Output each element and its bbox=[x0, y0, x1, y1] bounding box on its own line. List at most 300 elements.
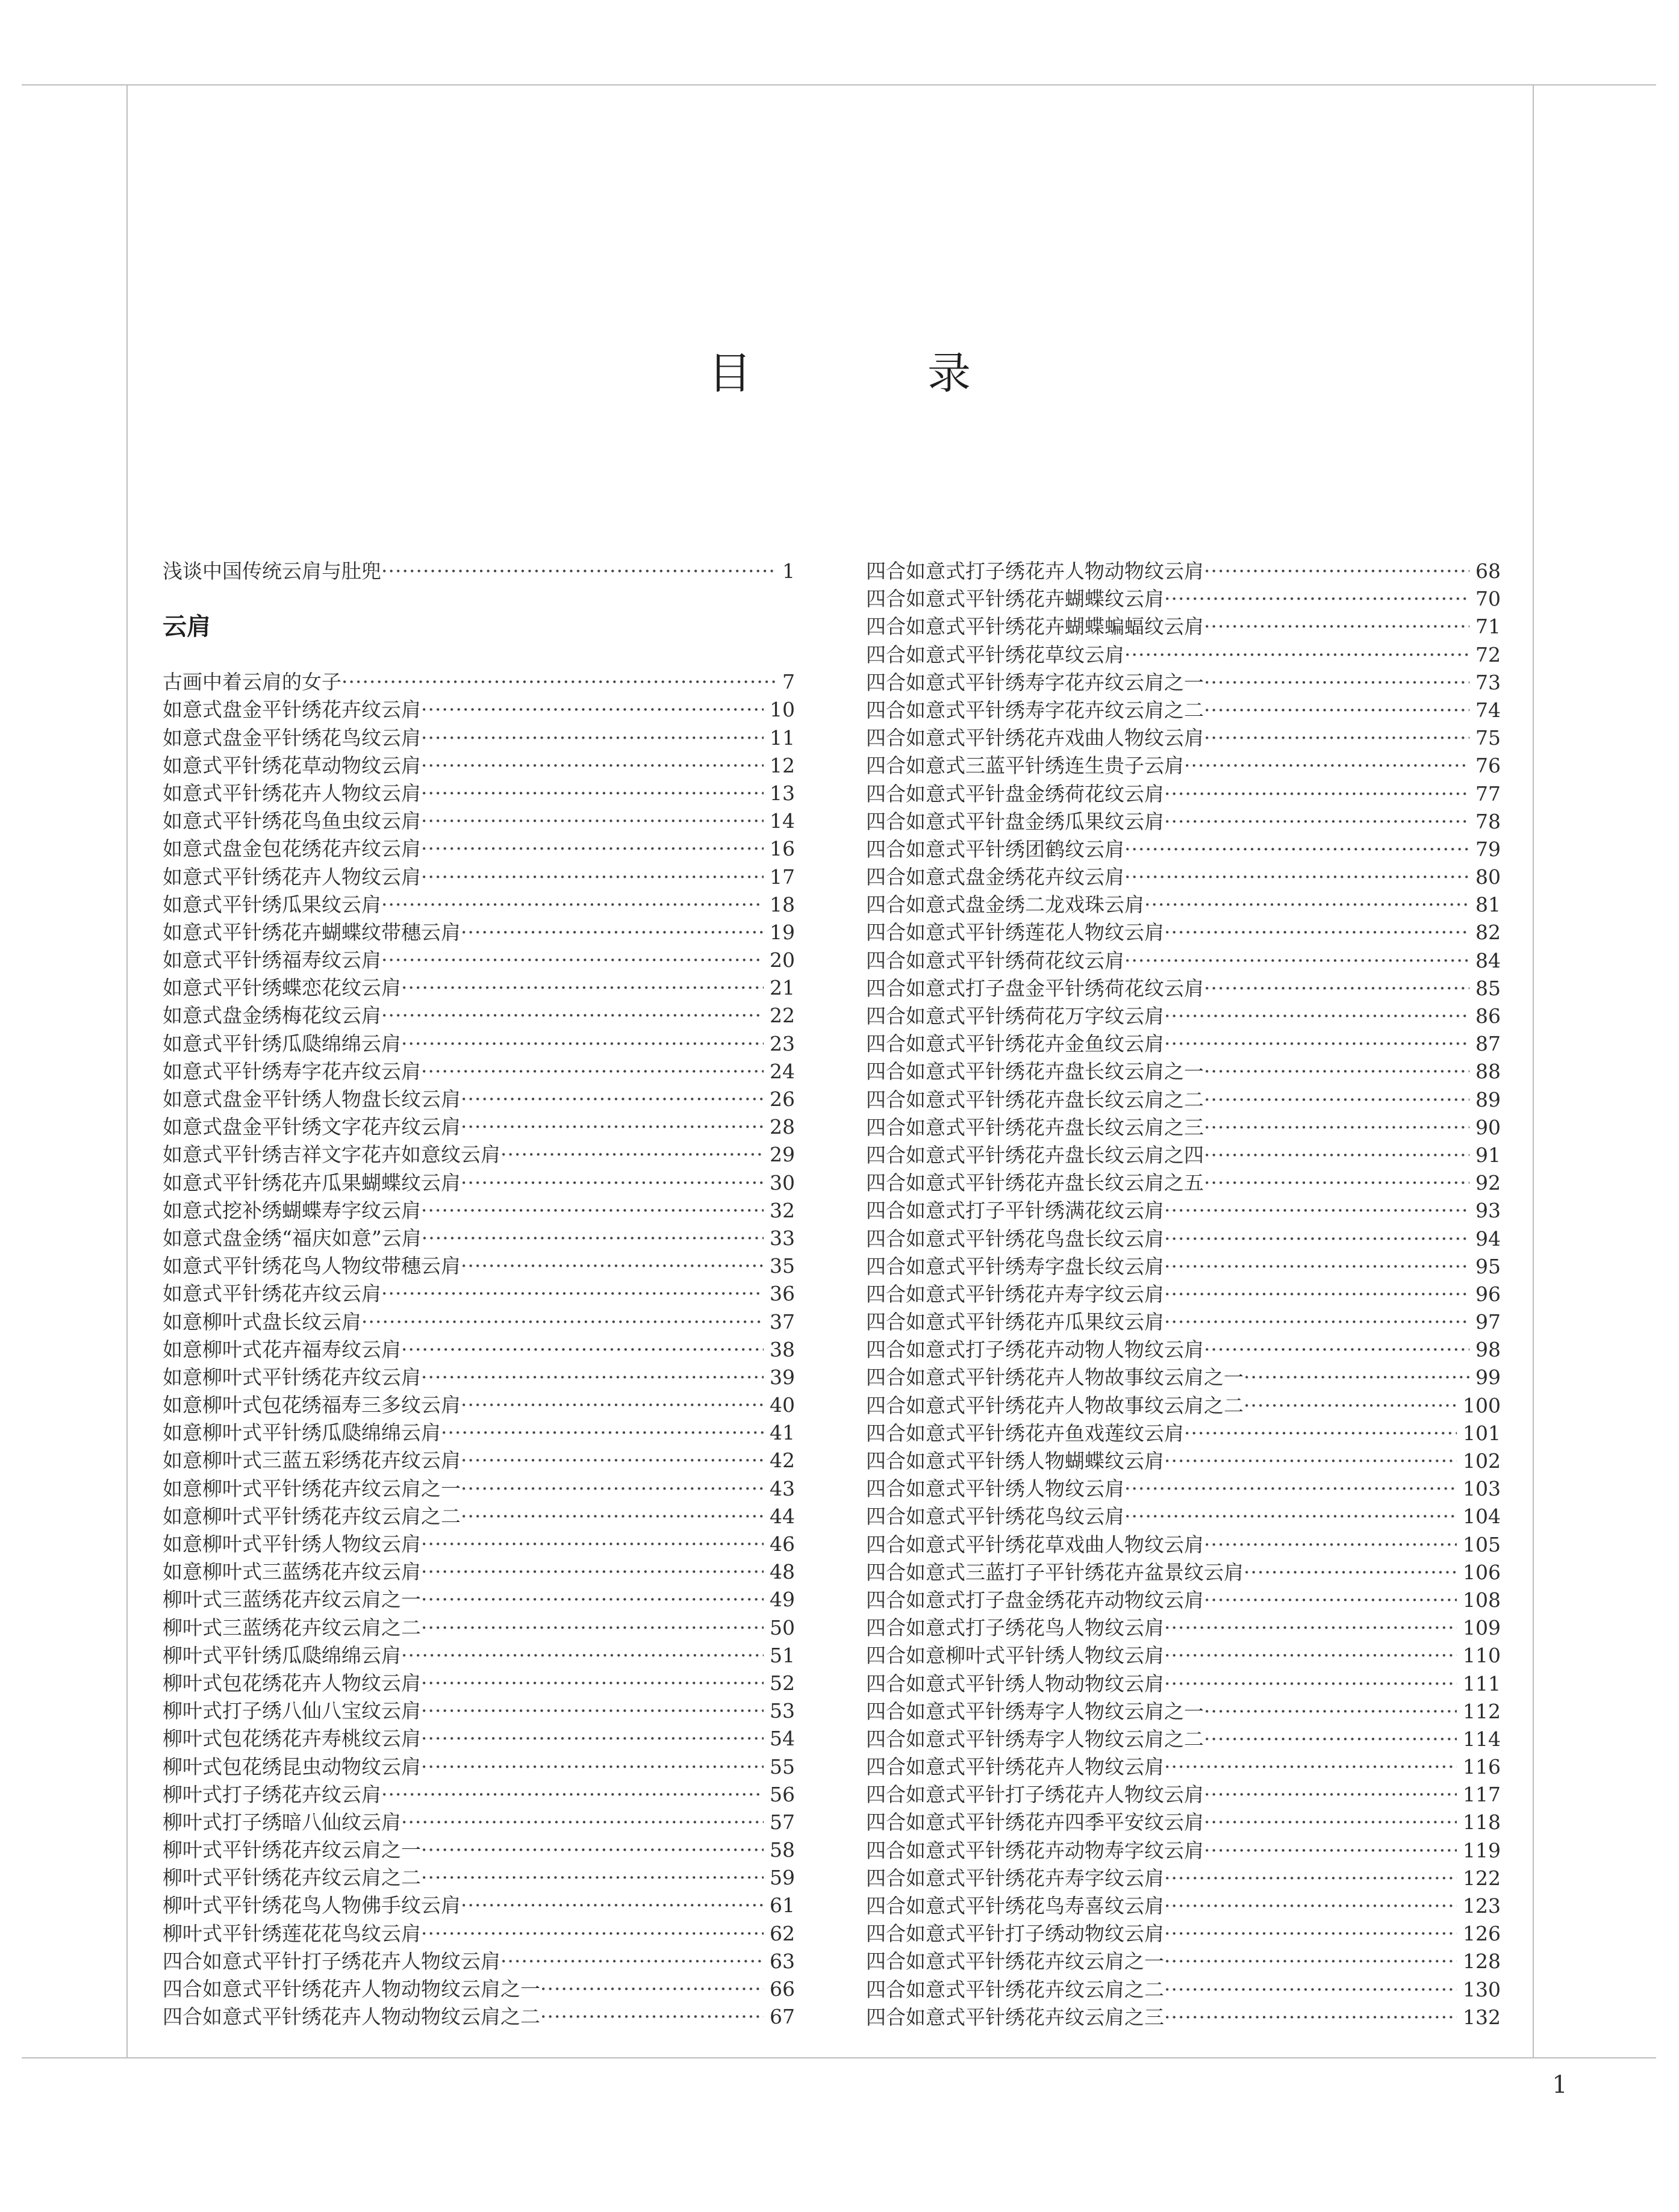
toc-entry-label: 四合如意式平针绣花卉纹云肩之一 bbox=[866, 1949, 1164, 1974]
toc-entry[interactable] bbox=[163, 780, 795, 807]
toc-entry[interactable] bbox=[163, 1697, 795, 1725]
toc-entry[interactable] bbox=[163, 1364, 795, 1391]
toc-entry[interactable] bbox=[163, 974, 795, 1002]
toc-entry[interactable] bbox=[866, 1586, 1501, 1614]
toc-entry[interactable] bbox=[866, 1475, 1501, 1503]
toc-entry-page: 98 bbox=[1475, 1338, 1501, 1362]
toc-entry-label: 四合如意式平针绣花鸟寿喜纹云肩 bbox=[866, 1894, 1164, 1918]
toc-entry[interactable] bbox=[866, 1531, 1501, 1559]
dot-leader bbox=[1164, 808, 1469, 836]
toc-entry-label: 如意式盘金绣梅花纹云肩 bbox=[163, 1004, 381, 1028]
toc-entry-label: 如意式平针绣寿字花卉纹云肩 bbox=[163, 1059, 421, 1083]
toc-entry-label: 四合如意式平针绣花草戏曲人物纹云肩 bbox=[866, 1532, 1204, 1556]
toc-entry-page: 114 bbox=[1463, 1727, 1501, 1751]
toc-entry[interactable] bbox=[163, 1920, 795, 1948]
toc-entry[interactable] bbox=[866, 1142, 1501, 1169]
toc-entry[interactable] bbox=[866, 836, 1501, 863]
toc-entry-page: 123 bbox=[1463, 1894, 1501, 1918]
toc-entry[interactable] bbox=[866, 919, 1501, 946]
toc-entry-label: 四合如意式平针绣花卉寿字纹云肩 bbox=[866, 1282, 1164, 1306]
toc-entry[interactable] bbox=[866, 780, 1501, 808]
toc-entry-page: 79 bbox=[1475, 837, 1501, 861]
toc-entry[interactable] bbox=[163, 1002, 795, 1030]
toc-entry[interactable] bbox=[163, 1753, 795, 1781]
toc-entry[interactable] bbox=[866, 1364, 1501, 1391]
toc-entry-label: 四合如意式三蓝打子平针绣花卉盆景纹云肩 bbox=[866, 1560, 1244, 1584]
toc-entry-label: 四合如意式打子绣花卉动物人物纹云肩 bbox=[866, 1338, 1204, 1362]
toc-entry[interactable] bbox=[866, 863, 1501, 891]
toc-entry-page: 71 bbox=[1475, 615, 1501, 639]
toc-entry[interactable] bbox=[866, 1420, 1501, 1447]
toc-entry-label: 四合如意式平针绣花卉蝴蝶蝙蝠纹云肩 bbox=[866, 615, 1204, 639]
toc-entry[interactable] bbox=[866, 1642, 1501, 1670]
dot-leader bbox=[421, 807, 764, 835]
dot-leader bbox=[421, 863, 764, 891]
toc-entry-page: 108 bbox=[1463, 1588, 1501, 1612]
toc-entry[interactable] bbox=[163, 1892, 795, 1919]
toc-entry-label: 四合如意式平针绣花鸟纹云肩 bbox=[866, 1505, 1124, 1529]
toc-entry[interactable] bbox=[866, 1503, 1501, 1530]
dot-leader bbox=[421, 724, 764, 752]
toc-entry-page: 81 bbox=[1475, 893, 1501, 917]
toc-entry[interactable] bbox=[163, 919, 795, 946]
dot-leader bbox=[421, 1558, 764, 1586]
toc-entry[interactable] bbox=[163, 668, 795, 696]
toc-entry[interactable] bbox=[866, 613, 1501, 641]
toc-entry[interactable] bbox=[163, 863, 795, 891]
toc-entry-page: 13 bbox=[770, 781, 795, 805]
toc-entry-label: 如意柳叶式包花绣福寿三多纹云肩 bbox=[163, 1393, 461, 1417]
toc-entry-label: 四合如意式平针打子绣花卉人物纹云肩 bbox=[163, 1949, 500, 1973]
toc-entry[interactable] bbox=[866, 1281, 1501, 1308]
toc-entry[interactable] bbox=[163, 724, 795, 752]
toc-entry[interactable] bbox=[163, 1225, 795, 1252]
toc-entry-label: 如意式盘金平针绣花鸟纹云肩 bbox=[163, 725, 421, 750]
toc-entry[interactable] bbox=[866, 752, 1501, 780]
dot-leader bbox=[421, 835, 764, 863]
toc-entry-label: 四合如意式平针绣人物动物纹云肩 bbox=[866, 1671, 1164, 1695]
toc-entry[interactable] bbox=[163, 1809, 795, 1836]
toc-entry-page: 84 bbox=[1475, 948, 1501, 972]
toc-entry-label: 如意式平针绣瓜瓞绵绵云肩 bbox=[163, 1031, 401, 1055]
dot-leader bbox=[1144, 891, 1469, 919]
toc-entry[interactable] bbox=[163, 1948, 795, 1975]
toc-entry-label: 四合如意式平针绣花卉人物纹云肩 bbox=[866, 1755, 1164, 1779]
toc-entry[interactable] bbox=[866, 1169, 1501, 1197]
toc-entry[interactable] bbox=[163, 1475, 795, 1503]
toc-entry-label: 如意式平针绣福寿纹云肩 bbox=[163, 948, 381, 972]
toc-entry[interactable] bbox=[866, 1114, 1501, 1142]
toc-entry[interactable] bbox=[866, 1920, 1501, 1948]
toc-entry-page: 104 bbox=[1463, 1505, 1501, 1529]
toc-entry-label: 四合如意式平针绣荷花万字纹云肩 bbox=[866, 1004, 1164, 1028]
dot-leader bbox=[1204, 1114, 1469, 1142]
toc-entry-label: 如意柳叶式平针绣花卉纹云肩之一 bbox=[163, 1476, 461, 1500]
toc-entry-page: 87 bbox=[1475, 1032, 1501, 1056]
toc-entry[interactable] bbox=[866, 1002, 1501, 1030]
toc-entry[interactable] bbox=[163, 1419, 795, 1447]
toc-entry[interactable] bbox=[163, 1391, 795, 1419]
toc-entry-page: 67 bbox=[770, 2005, 795, 2029]
dot-leader bbox=[1164, 1753, 1457, 1781]
dot-leader bbox=[1164, 1976, 1457, 2004]
toc-list-left bbox=[163, 668, 795, 2031]
toc-entry-page: 80 bbox=[1475, 865, 1501, 889]
toc-entry-label: 如意式平针绣花卉瓜果蝴蝶纹云肩 bbox=[163, 1170, 461, 1195]
dot-leader bbox=[1164, 1225, 1469, 1253]
toc-entry-page: 19 bbox=[770, 920, 795, 944]
dot-leader bbox=[1164, 1002, 1469, 1030]
dot-leader bbox=[1124, 863, 1469, 891]
toc-entry-label: 四合如意式平针绣花卉四季平安纹云肩 bbox=[866, 1810, 1204, 1835]
toc-entry-page: 111 bbox=[1463, 1671, 1501, 1695]
toc-entry-label: 四合如意柳叶式平针绣人物纹云肩 bbox=[866, 1644, 1164, 1668]
dot-leader bbox=[1164, 2004, 1457, 2031]
toc-entry-page: 50 bbox=[770, 1615, 795, 1639]
dot-leader bbox=[540, 1975, 764, 2003]
dot-leader bbox=[421, 1864, 764, 1892]
dot-leader bbox=[1204, 697, 1469, 724]
toc-entry[interactable] bbox=[866, 891, 1501, 919]
toc-entry-label: 四合如意式平针绣人物蝴蝶纹云肩 bbox=[866, 1449, 1164, 1473]
toc-entry-page: 78 bbox=[1475, 809, 1501, 833]
toc-entry-label: 如意柳叶式三蓝五彩绣花卉纹云肩 bbox=[163, 1449, 461, 1473]
toc-entry-page: 130 bbox=[1463, 1977, 1501, 2001]
toc-entry[interactable] bbox=[163, 1781, 795, 1809]
toc-entry-label: 柳叶式打子绣花卉纹云肩 bbox=[163, 1782, 381, 1806]
toc-entry[interactable] bbox=[866, 1781, 1501, 1809]
dot-leader bbox=[1204, 1781, 1457, 1809]
toc-entry[interactable] bbox=[163, 1530, 795, 1558]
toc-entry[interactable] bbox=[866, 1225, 1501, 1253]
dot-leader bbox=[441, 1419, 764, 1447]
toc-entry[interactable] bbox=[163, 1558, 795, 1586]
toc-entry-label: 如意式平针绣花卉蝴蝶纹带穗云肩 bbox=[163, 920, 461, 944]
toc-entry[interactable] bbox=[866, 1698, 1501, 1726]
toc-entry[interactable] bbox=[866, 1336, 1501, 1364]
dot-leader bbox=[421, 1836, 764, 1864]
toc-entry-page: 109 bbox=[1463, 1616, 1501, 1640]
toc-entry-label: 如意式盘金绣“福庆如意”云肩 bbox=[163, 1226, 422, 1250]
toc-entry-label: 四合如意式打子平针绣满花纹云肩 bbox=[866, 1199, 1164, 1223]
toc-entry-page: 106 bbox=[1463, 1560, 1501, 1584]
toc-entry-label: 柳叶式平针绣花卉纹云肩之二 bbox=[163, 1866, 421, 1890]
dot-leader bbox=[461, 1169, 764, 1197]
toc-entry-label: 四合如意式平针绣花卉盘长纹云肩之五 bbox=[866, 1171, 1204, 1195]
toc-entry[interactable] bbox=[866, 1308, 1501, 1336]
toc-entry-label: 四合如意式平针绣寿字花卉纹云肩之二 bbox=[866, 698, 1204, 722]
toc-entry-label: 如意式平针绣花卉人物纹云肩 bbox=[163, 865, 421, 889]
toc-entry-label: 四合如意式平针打子绣动物纹云肩 bbox=[866, 1922, 1164, 1946]
toc-entry[interactable] bbox=[163, 1086, 795, 1113]
toc-entry[interactable] bbox=[163, 1503, 795, 1530]
toc-entry-label: 浅谈中国传统云肩与肚兜 bbox=[163, 559, 381, 583]
toc-entry-label: 如意柳叶式平针绣人物纹云肩 bbox=[163, 1532, 421, 1556]
toc-entry-page: 128 bbox=[1463, 1949, 1501, 1974]
page-number: 1 bbox=[1552, 2071, 1568, 2099]
dot-leader bbox=[461, 1892, 764, 1919]
toc-entry-page: 53 bbox=[770, 1699, 795, 1723]
toc-entry-label: 古画中着云肩的女子 bbox=[163, 670, 341, 694]
toc-entry-page: 100 bbox=[1463, 1393, 1501, 1417]
toc-entry-page: 102 bbox=[1463, 1449, 1501, 1473]
toc-entry-label: 四合如意式平针绣莲花人物纹云肩 bbox=[866, 921, 1164, 945]
toc-entry[interactable] bbox=[866, 1058, 1501, 1086]
toc-entry[interactable] bbox=[163, 835, 795, 863]
toc-entry[interactable] bbox=[866, 1253, 1501, 1281]
toc-entry[interactable] bbox=[866, 585, 1501, 613]
toc-entry-intro[interactable] bbox=[163, 558, 795, 585]
toc-entry-page: 29 bbox=[770, 1143, 795, 1167]
toc-entry-page: 52 bbox=[770, 1671, 795, 1695]
toc-entry[interactable] bbox=[866, 808, 1501, 836]
toc-entry[interactable] bbox=[163, 696, 795, 724]
toc-entry[interactable] bbox=[866, 1865, 1501, 1892]
dot-leader bbox=[421, 1197, 764, 1225]
toc-entry[interactable] bbox=[866, 724, 1501, 752]
dot-leader bbox=[1204, 1586, 1457, 1614]
toc-entry-page: 59 bbox=[770, 1866, 795, 1890]
toc-entry[interactable] bbox=[163, 946, 795, 974]
dot-leader bbox=[1164, 1197, 1469, 1225]
toc-entry-label: 如意式平针绣花鸟人物纹带穗云肩 bbox=[163, 1254, 461, 1278]
toc-entry[interactable] bbox=[866, 697, 1501, 724]
toc-entry-page: 24 bbox=[770, 1059, 795, 1083]
toc-entry[interactable] bbox=[866, 1614, 1501, 1642]
toc-entry-page: 44 bbox=[770, 1504, 795, 1528]
dot-leader bbox=[461, 1503, 764, 1530]
toc-entry-label: 如意柳叶式盘长纹云肩 bbox=[163, 1309, 361, 1334]
dot-leader bbox=[1204, 1336, 1469, 1364]
dot-leader bbox=[1204, 1809, 1457, 1836]
toc-entry[interactable] bbox=[866, 947, 1501, 975]
toc-entry-label: 四合如意式三蓝平针绣连生贵子云肩 bbox=[866, 754, 1184, 778]
dot-leader bbox=[1184, 752, 1469, 780]
toc-entry-page: 63 bbox=[770, 1949, 795, 1973]
dot-leader bbox=[1124, 1475, 1457, 1503]
toc-entry-label: 如意柳叶式平针绣瓜瓞绵绵云肩 bbox=[163, 1421, 441, 1445]
toc-entry[interactable] bbox=[163, 1864, 795, 1892]
toc-entry[interactable] bbox=[866, 1809, 1501, 1836]
toc-entry-label: 四合如意式平针绣人物纹云肩 bbox=[866, 1477, 1124, 1501]
toc-list-right bbox=[866, 558, 1501, 2031]
toc-entry-page: 122 bbox=[1463, 1866, 1501, 1890]
toc-entry-page: 118 bbox=[1463, 1810, 1501, 1835]
toc-entry-page: 17 bbox=[770, 865, 795, 889]
toc-entry-label: 四合如意式打子绣花鸟人物纹云肩 bbox=[866, 1616, 1164, 1640]
toc-entry-page: 101 bbox=[1463, 1421, 1501, 1445]
dot-leader bbox=[1244, 1559, 1457, 1586]
toc-entry-page: 90 bbox=[1475, 1115, 1501, 1139]
dot-leader bbox=[1164, 1865, 1457, 1892]
dot-leader bbox=[401, 1642, 764, 1670]
toc-entry-page: 10 bbox=[770, 698, 795, 722]
toc-entry-page: 116 bbox=[1463, 1755, 1501, 1779]
toc-entry-label: 如意式平针绣花草动物纹云肩 bbox=[163, 753, 421, 777]
toc-entry[interactable] bbox=[866, 1197, 1501, 1225]
toc-entry[interactable] bbox=[866, 1559, 1501, 1586]
toc-entry-page: 57 bbox=[770, 1810, 795, 1834]
toc-entry-page: 28 bbox=[770, 1115, 795, 1139]
toc-entry-page: 55 bbox=[770, 1754, 795, 1779]
toc-entry-page: 58 bbox=[770, 1838, 795, 1862]
dot-leader bbox=[1164, 919, 1469, 946]
toc-entry[interactable] bbox=[163, 891, 795, 919]
dot-leader bbox=[401, 1809, 764, 1836]
dot-leader bbox=[1204, 1086, 1469, 1114]
toc-entry-label: 如意式平针绣花卉纹云肩 bbox=[163, 1282, 381, 1306]
toc-entry[interactable] bbox=[866, 1086, 1501, 1114]
toc-entry-page: 43 bbox=[770, 1476, 795, 1500]
dot-leader bbox=[421, 1753, 764, 1781]
toc-entry[interactable] bbox=[866, 1948, 1501, 1975]
toc-entry-page: 99 bbox=[1475, 1365, 1501, 1390]
toc-entry[interactable] bbox=[163, 1308, 795, 1336]
toc-entry[interactable] bbox=[163, 1447, 795, 1474]
toc-entry-label: 四合如意式平针绣花卉纹云肩之二 bbox=[866, 1977, 1164, 2001]
toc-entry-page: 103 bbox=[1463, 1477, 1501, 1501]
dot-leader bbox=[461, 919, 764, 946]
toc-entry-label: 如意柳叶式平针绣花卉纹云肩 bbox=[163, 1365, 421, 1389]
toc-entry-label: 四合如意式平针绣花卉瓜果纹云肩 bbox=[866, 1310, 1164, 1334]
toc-entry-label: 四合如意式平针绣花卉盘长纹云肩之二 bbox=[866, 1087, 1204, 1111]
toc-entry-page: 132 bbox=[1463, 2005, 1501, 2029]
dot-leader bbox=[461, 1447, 764, 1474]
toc-entry-page: 42 bbox=[770, 1449, 795, 1473]
toc-entry[interactable] bbox=[163, 2003, 795, 2031]
toc-entry-page: 95 bbox=[1475, 1254, 1501, 1278]
toc-entry[interactable] bbox=[163, 1975, 795, 2003]
toc-entry[interactable] bbox=[866, 669, 1501, 697]
toc-entry[interactable] bbox=[866, 1392, 1501, 1420]
toc-entry-page: 68 bbox=[1475, 559, 1501, 583]
section-heading: 云肩 bbox=[163, 612, 211, 641]
toc-entry[interactable] bbox=[163, 1280, 795, 1308]
toc-entry[interactable] bbox=[163, 1030, 795, 1058]
toc-entry[interactable] bbox=[163, 1670, 795, 1697]
toc-entry-page: 30 bbox=[770, 1170, 795, 1195]
toc-entry[interactable] bbox=[163, 1614, 795, 1642]
toc-entry-label: 四合如意式平针绣花卉人物动物纹云肩之二 bbox=[163, 2005, 540, 2029]
dot-leader bbox=[1184, 1420, 1457, 1447]
toc-entry[interactable] bbox=[866, 1892, 1501, 1920]
toc-entry[interactable] bbox=[163, 1836, 795, 1864]
toc-entry[interactable] bbox=[866, 641, 1501, 669]
dot-leader bbox=[1204, 1142, 1469, 1169]
toc-entry-label: 四合如意式平针绣花鸟盘长纹云肩 bbox=[866, 1226, 1164, 1250]
toc-entry-label: 四合如意式平针绣花卉鱼戏莲纹云肩 bbox=[866, 1421, 1184, 1445]
dot-leader bbox=[1164, 1614, 1457, 1642]
dot-leader bbox=[1164, 1447, 1457, 1475]
toc-entry[interactable] bbox=[163, 1169, 795, 1197]
toc-entry[interactable] bbox=[163, 1141, 795, 1169]
toc-entry-label: 如意式盘金平针绣文字花卉纹云肩 bbox=[163, 1115, 461, 1139]
toc-entry[interactable] bbox=[866, 1976, 1501, 2004]
toc-entry[interactable] bbox=[866, 1837, 1501, 1865]
toc-entry-page: 56 bbox=[770, 1782, 795, 1806]
toc-entry[interactable] bbox=[163, 807, 795, 835]
toc-entry[interactable] bbox=[163, 1058, 795, 1086]
toc-entry-label: 四合如意式盘金绣二龙戏珠云肩 bbox=[866, 893, 1144, 917]
toc-entry[interactable] bbox=[163, 752, 795, 780]
toc-entry-label: 柳叶式包花绣昆虫动物纹云肩 bbox=[163, 1754, 421, 1779]
toc-entry-page: 94 bbox=[1475, 1226, 1501, 1250]
toc-entry[interactable] bbox=[866, 1726, 1501, 1753]
toc-entry[interactable] bbox=[163, 1252, 795, 1280]
toc-entry-page: 97 bbox=[1475, 1310, 1501, 1334]
toc-entry-page: 91 bbox=[1475, 1143, 1501, 1167]
toc-entry-page: 11 bbox=[770, 725, 795, 750]
toc-entry-page: 77 bbox=[1475, 781, 1501, 806]
toc-entry-label: 柳叶式平针绣莲花花鸟纹云肩 bbox=[163, 1921, 421, 1945]
dot-leader bbox=[421, 1670, 764, 1697]
toc-entry[interactable] bbox=[163, 1336, 795, 1364]
toc-entry-label: 柳叶式打子绣八仙八宝纹云肩 bbox=[163, 1699, 421, 1723]
toc-entry-label: 如意式挖补绣蝴蝶寿字纹云肩 bbox=[163, 1198, 421, 1222]
toc-entry-label: 四合如意式平针绣花卉纹云肩之三 bbox=[866, 2005, 1164, 2029]
dot-leader bbox=[401, 1030, 764, 1058]
toc-entry[interactable] bbox=[866, 1447, 1501, 1475]
toc-entry-page: 88 bbox=[1475, 1060, 1501, 1084]
toc-entry[interactable] bbox=[866, 558, 1501, 585]
bottom-border-line bbox=[22, 2057, 1656, 2058]
toc-entry[interactable] bbox=[866, 2004, 1501, 2031]
toc-entry-label: 如意柳叶式平针绣花卉纹云肩之二 bbox=[163, 1504, 461, 1528]
dot-leader bbox=[381, 558, 776, 585]
toc-entry[interactable] bbox=[866, 975, 1501, 1002]
toc-entry-label: 如意式盘金平针绣人物盘长纹云肩 bbox=[163, 1087, 461, 1111]
toc-entry[interactable] bbox=[163, 1586, 795, 1614]
dot-leader bbox=[421, 1697, 764, 1725]
toc-entry[interactable] bbox=[866, 1030, 1501, 1058]
toc-entry-page: 22 bbox=[770, 1004, 795, 1028]
toc-column-left bbox=[163, 558, 795, 2031]
toc-entry[interactable] bbox=[163, 1113, 795, 1141]
toc-entry[interactable] bbox=[163, 1197, 795, 1225]
dot-leader bbox=[381, 1280, 764, 1308]
toc-entry-page: 85 bbox=[1475, 976, 1501, 1000]
toc-entry[interactable] bbox=[866, 1670, 1501, 1698]
toc-entry-label: 四合如意式平针绣荷花纹云肩 bbox=[866, 948, 1124, 972]
toc-entry[interactable] bbox=[866, 1753, 1501, 1781]
toc-entry[interactable] bbox=[163, 1642, 795, 1670]
toc-entry[interactable] bbox=[163, 1725, 795, 1753]
dot-leader bbox=[1204, 1726, 1457, 1753]
toc-entry-label: 四合如意式打子绣花卉人物动物纹云肩 bbox=[866, 559, 1204, 583]
toc-entry-label: 四合如意式平针绣花卉蝴蝶纹云肩 bbox=[866, 587, 1164, 611]
dot-leader bbox=[1164, 1308, 1469, 1336]
dot-leader bbox=[1164, 585, 1469, 613]
toc-entry-page: 112 bbox=[1463, 1699, 1501, 1723]
dot-leader bbox=[1164, 1670, 1457, 1698]
dot-leader bbox=[421, 1586, 764, 1614]
dot-leader bbox=[1164, 1920, 1457, 1948]
toc-entry-label: 如意式盘金包花绣花卉纹云肩 bbox=[163, 837, 421, 861]
toc-entry-page: 21 bbox=[770, 976, 795, 1000]
toc-entry-label: 四合如意式打子盘金平针绣荷花纹云肩 bbox=[866, 976, 1204, 1000]
dot-leader bbox=[1244, 1392, 1457, 1420]
dot-leader bbox=[1204, 1058, 1469, 1086]
toc-entry-page: 16 bbox=[770, 837, 795, 861]
dot-leader bbox=[1204, 613, 1469, 641]
toc-entry-page: 46 bbox=[770, 1532, 795, 1556]
dot-leader bbox=[1124, 836, 1469, 863]
dot-leader bbox=[500, 1948, 764, 1975]
dot-leader bbox=[1164, 1253, 1469, 1281]
dot-leader bbox=[1124, 1503, 1457, 1530]
toc-entry-page: 73 bbox=[1475, 670, 1501, 694]
dot-leader bbox=[401, 974, 764, 1002]
